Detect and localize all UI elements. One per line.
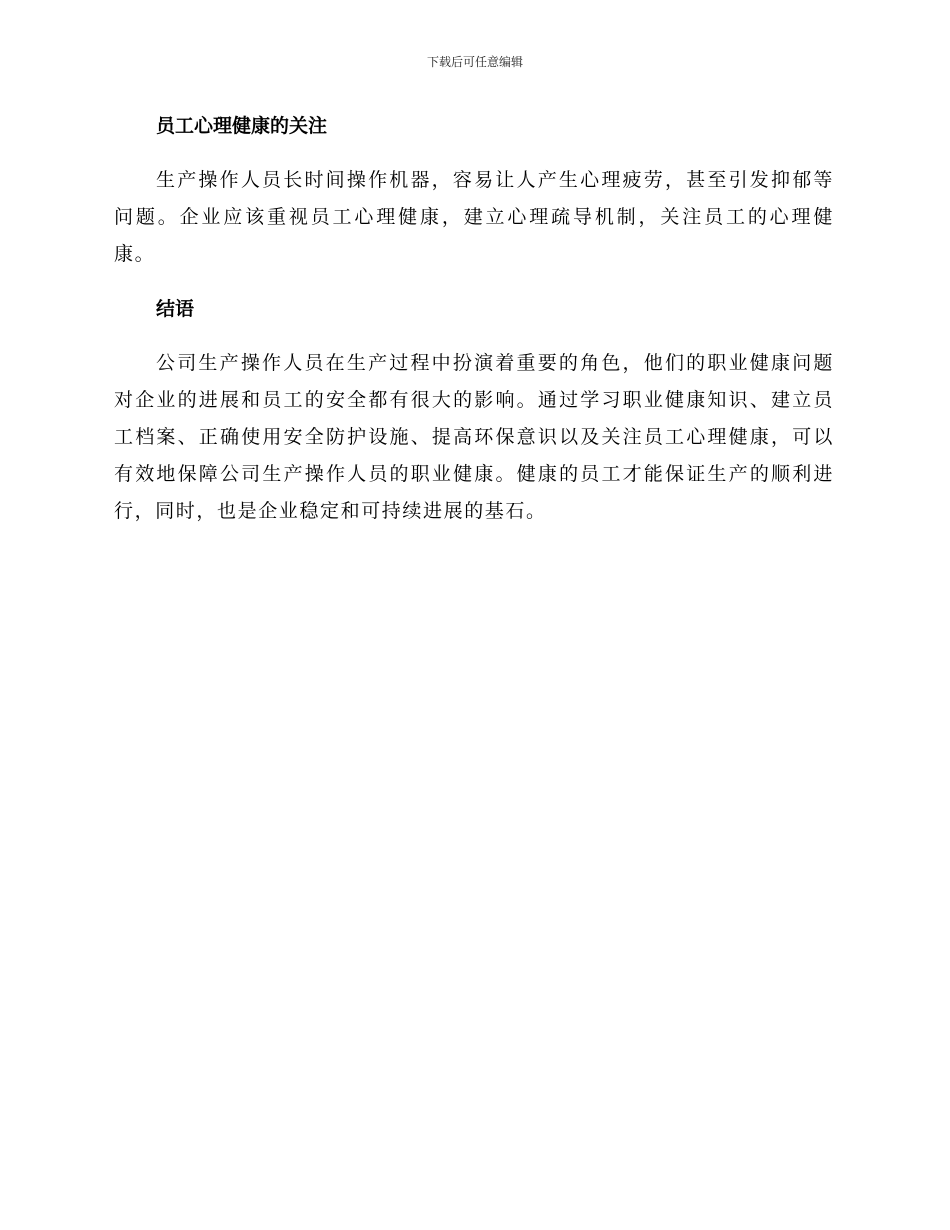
section-heading-conclusion: 结语: [156, 298, 195, 320]
page-header: 下载后可任意编辑: [426, 55, 523, 69]
document-body: [114, 112, 834, 530]
section-heading-mental-health: 员工心理健康的关注: [156, 115, 328, 137]
section-paragraph-mental-health: 生产操作人员长时间操作机器，容易让人产生心理疲劳，甚至引发抑郁等问题。企业应该重视员工心理健康，建立心理疏导机制，关注员工的心理健康。: [114, 169, 834, 265]
section-paragraph-conclusion: 公司生产操作人员在生产过程中扮演着重要的角色，他们的职业健康问题对企业的进展和员工的安全都有很大的影响。通过学习职业健康知识、建立员工档案、正确使用安全防护设施、提高环保意识以及关注员工心理健康，可以有效地保障公司生产操作人员的职业健康。健康的员工才能保证生产的顺利进行，同时，也是企业稳定和可持续进展的基石。: [114, 352, 834, 522]
